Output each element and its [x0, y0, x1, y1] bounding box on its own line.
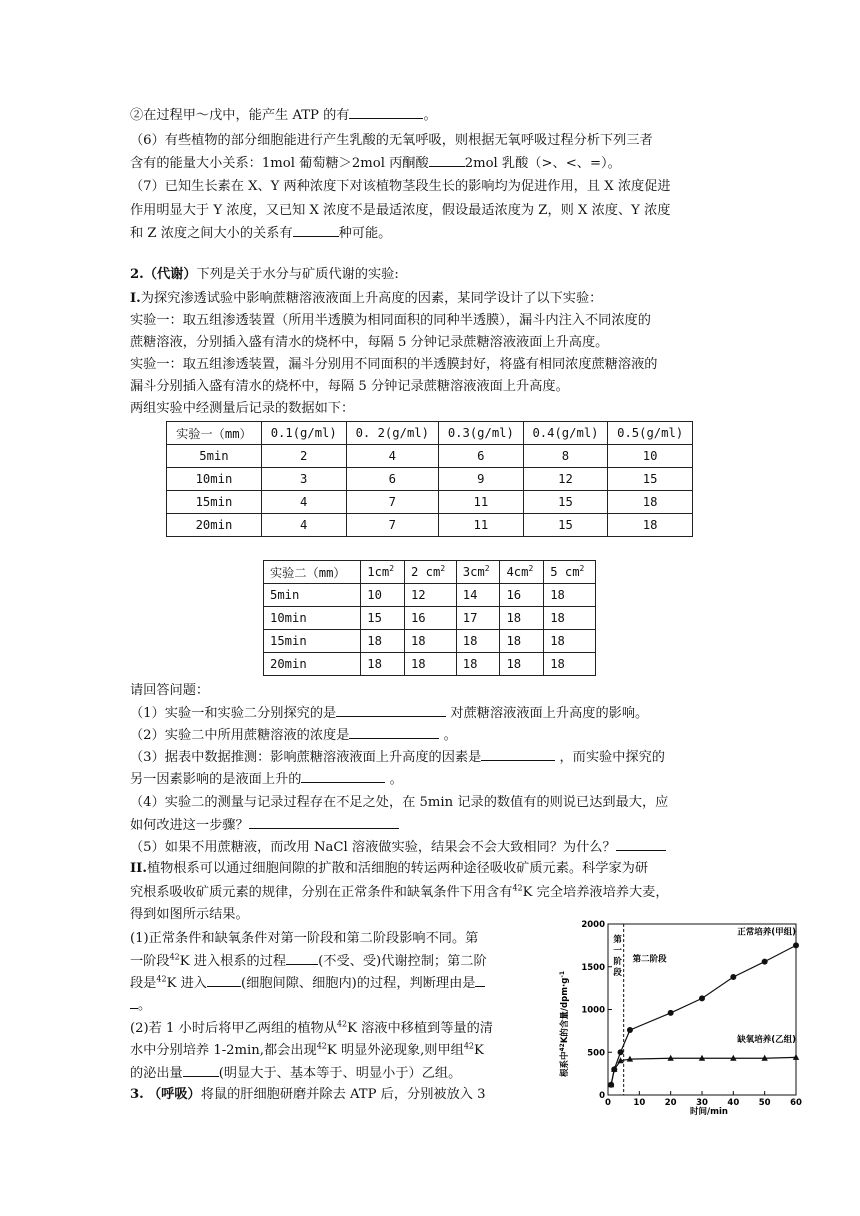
- table-header-row: [264, 561, 596, 584]
- text: ，而实验中探究的: [559, 750, 665, 765]
- chart-marks: [608, 926, 799, 1087]
- text: 和 Z 浓度之间大小的关系有: [130, 226, 293, 241]
- text: 另一因素影响的是液面上升的: [130, 772, 302, 787]
- table-cell: 7: [346, 491, 438, 514]
- data-point: [627, 1027, 633, 1033]
- x-axis-label: 时间/min: [690, 1107, 728, 1116]
- part-II-q1-cont2: [130, 972, 485, 995]
- table-cell: 18: [456, 630, 500, 653]
- y-tick-label: 2000: [581, 920, 605, 930]
- x-tick-label: 60: [790, 1098, 802, 1108]
- text: 含有的能量大小关系：1mol 葡萄糖＞2mol 丙酮酸: [130, 156, 429, 171]
- table-cell: 17: [456, 607, 500, 630]
- table-cell: 10: [361, 584, 405, 607]
- experiment-1-text: 实验一：取五组渗透装置（所用半透膜为相同面积的同种半透膜），漏斗内注入不同浓度的: [130, 313, 651, 328]
- text: K 明显外泌现象,则甲组: [326, 1043, 464, 1058]
- table-row: [167, 445, 693, 468]
- table-cell: 5min: [264, 584, 361, 607]
- table-cell: 20min: [167, 514, 262, 537]
- series-label: 正常培养(甲组): [737, 927, 796, 938]
- text: K 进入: [166, 976, 207, 991]
- table-cell: 10min: [264, 607, 361, 630]
- y-axis-label: 根系中$^{42}$K的含量$/dpm\cdot g^{-1}$: [559, 970, 570, 1078]
- table-header-cell: 实验一（mm）: [167, 422, 262, 445]
- table-cell: 12: [523, 468, 608, 491]
- table-header-cell: $1cm^2$: [361, 561, 405, 584]
- table-header-cell: 0.1(g/ml): [261, 422, 346, 445]
- answer-blank[interactable]: [130, 994, 138, 1009]
- answer-blank[interactable]: [293, 222, 339, 237]
- text: （3）据表中数据推测：影响蔗糖溶液液面上升高度的因素是: [130, 750, 482, 765]
- table-row: [264, 584, 596, 607]
- y-tick-label: 0: [599, 1091, 605, 1101]
- x-tick-label: 0: [605, 1098, 611, 1108]
- stage-2-label: 第二阶段: [632, 954, 667, 965]
- isotope-superscript: 42: [169, 952, 180, 962]
- table-cell: 18: [544, 584, 596, 607]
- line-q6: （6）有些植物的部分细胞能进行产生乳酸的无氧呼吸，则根据无氧呼吸过程分析下列三者: [130, 133, 653, 148]
- table-cell: 15: [523, 514, 608, 537]
- text: (细胞间隙、细胞内)的过程，判断理由是: [240, 976, 476, 991]
- x-tick-label: 20: [664, 1098, 677, 1108]
- table-header-cell: 2 $cm^2$: [404, 561, 456, 584]
- isotope-superscript: 42: [156, 974, 167, 984]
- question-3-heading: [130, 1084, 486, 1106]
- table-cell: 2: [261, 445, 346, 468]
- table-header-cell: 实验二（mm）: [264, 561, 361, 584]
- table-header-cell: $3cm^2$: [456, 561, 500, 584]
- part-number: II.: [130, 861, 147, 876]
- table-cell: 15: [361, 607, 405, 630]
- table-cell: 18: [361, 653, 405, 676]
- answer-blank[interactable]: [349, 104, 423, 119]
- answer-blank[interactable]: [301, 768, 385, 783]
- table-cell: 14: [456, 584, 500, 607]
- table-row: [264, 630, 596, 653]
- experiment-1-text-cont: 蔗糖溶液，分别插入盛有清水的烧杯中，每隔 5 分钟记录蔗糖溶液液面上升高度。: [130, 335, 609, 350]
- data-point: [699, 995, 705, 1001]
- part-II-text: [130, 882, 669, 904]
- isotope-superscript: 42: [512, 883, 523, 893]
- text: 为探究渗透试验中影响蔗糖溶液液面上升高度的因素，某同学设计了以下实验：: [140, 291, 603, 306]
- table-cell: 10: [608, 445, 693, 468]
- y-tick-label: 1500: [581, 962, 605, 973]
- text: 究根系吸收矿质元素的规律，分别在正常条件和缺氧条件下用含有: [130, 885, 513, 900]
- data-point: [793, 942, 799, 948]
- table-cell: 18: [500, 630, 544, 653]
- text: （1）实验一和实验二分别探究的是: [130, 706, 337, 721]
- part-II-q1: (1)正常条件和缺氧条件对第一阶段和第二阶段影响不同。第: [130, 931, 479, 946]
- table-header-cell: 5 $cm^2$: [544, 561, 596, 584]
- table-cell: 20min: [264, 653, 361, 676]
- table-cell: 15min: [264, 630, 361, 653]
- answer-blank[interactable]: [286, 950, 318, 965]
- text: 种可能。: [338, 226, 392, 241]
- text: （5）如果不用蔗糖液，而改用 NaCl 溶液做实验，结果会不会大致相同？为什么？: [130, 840, 616, 855]
- table-header-cell: 0.4(g/ml): [523, 422, 608, 445]
- table-cell: 15: [608, 468, 693, 491]
- table-row: [167, 491, 693, 514]
- table-cell: 18: [456, 653, 500, 676]
- text: 的泌出量: [130, 1066, 183, 1081]
- data-point: [618, 1049, 624, 1055]
- chart-axes: [581, 920, 802, 1108]
- answer-blank[interactable]: [616, 836, 666, 851]
- text: (2)若 1 小时后将甲乙两组的植物从: [130, 1021, 337, 1036]
- text: ②在过程甲～戊中，能产生 ATP 的有: [130, 108, 350, 123]
- y-tick-label: 500: [587, 1048, 605, 1059]
- answer-blank[interactable]: [349, 724, 439, 739]
- text: K 完全培养液培养大麦，: [522, 885, 669, 900]
- answer-blank[interactable]: [475, 972, 485, 987]
- text: K 溶液中移植到等量的清: [347, 1021, 493, 1036]
- line-q7-cont2: [130, 222, 391, 245]
- table-cell: 18: [544, 607, 596, 630]
- table-cell: 18: [544, 653, 596, 676]
- table-cell: 4: [346, 445, 438, 468]
- question-number: 2.（代谢）: [130, 267, 197, 282]
- table-cell: 6: [439, 445, 524, 468]
- line-atp: [130, 104, 437, 127]
- sub-question-4-cont: [130, 814, 399, 837]
- line-q7-cont: 作用明显大于 Y 浓度，又已知 X 浓度不是最适浓度，假设最适浓度为 Z，则 X 浓度、Y 浓度: [130, 203, 671, 218]
- sub-question-4: （4）实验二的测量与记录过程存在不足之处，在 5min 记录的数值有的则说已达到最大，应: [130, 795, 669, 810]
- part-II-heading: [130, 858, 648, 880]
- part-II-text-cont: 得到如图所示结果。: [130, 907, 249, 922]
- text: 段是: [130, 976, 157, 991]
- answer-blank[interactable]: [481, 746, 555, 761]
- part-II-q1-cont3: [130, 994, 151, 1017]
- question-number: 3.: [130, 1087, 144, 1102]
- plot-frame: [608, 924, 796, 1095]
- answer-blank[interactable]: [207, 972, 241, 987]
- x-tick-label: 30: [696, 1098, 708, 1108]
- table-cell: 4: [261, 491, 346, 514]
- sub-question-3: [130, 746, 665, 769]
- text: 对蔗糖溶液液面上升高度的影响。: [450, 706, 649, 721]
- answer-blank[interactable]: [249, 814, 399, 829]
- table-cell: 5min: [167, 445, 262, 468]
- text: (不受、受)代谢控制；第二阶: [318, 954, 487, 969]
- table-row: [264, 653, 596, 676]
- table-cell: 15min: [167, 491, 262, 514]
- text: 将鼠的肝细胞研磨并除去 ATP 后，分别被放入 3: [200, 1087, 486, 1102]
- answer-blank[interactable]: [336, 702, 446, 717]
- text: (明显大于、基本等于、明显小于）乙组。: [218, 1066, 462, 1081]
- text: 2mol 乳酸（>、<、=）。: [464, 156, 621, 171]
- data-point: [668, 1010, 674, 1016]
- experiment-2-table: [263, 560, 596, 676]
- text: 。: [423, 108, 437, 123]
- experiment-2-text-cont: 漏斗分别插入盛有清水的烧杯中，每隔 5 分钟记录蔗糖溶液液面上升高度。: [130, 379, 569, 394]
- data-point: [762, 959, 768, 965]
- table-cell: 6: [346, 468, 438, 491]
- sub-question-2: [130, 724, 457, 747]
- table-row: [167, 514, 693, 537]
- part-II-q2-cont2: [130, 1062, 461, 1085]
- table-cell: 9: [439, 468, 524, 491]
- table-cell: 11: [439, 491, 524, 514]
- table-cell: 18: [361, 630, 405, 653]
- table-header-row: [167, 422, 693, 445]
- table-cell: 16: [404, 607, 456, 630]
- text: 下列是关于水分与矿质代谢的实验:: [196, 267, 399, 282]
- part-II-q1-cont: [130, 950, 487, 973]
- question-2-heading: [130, 264, 399, 286]
- line-q7: （7）已知生长素在 X、Y 两种浓度下对该植物茎段生长的影响均为促进作用，且 X 浓度促进: [130, 179, 671, 194]
- table-row: [167, 468, 693, 491]
- table-cell: 12: [404, 584, 456, 607]
- text: 如何改进这一步骤？: [130, 818, 249, 833]
- question-tag: （呼吸）: [147, 1087, 201, 1102]
- table-header-cell: 0.3(g/ml): [439, 422, 524, 445]
- sub-question-5: [130, 836, 666, 859]
- text: 。: [443, 728, 457, 743]
- isotope-superscript: 42: [463, 1041, 475, 1051]
- part-II-q2-cont: [130, 1040, 484, 1062]
- table-cell: 16: [500, 584, 544, 607]
- answer-blank[interactable]: [183, 1062, 219, 1077]
- part-II-q2: [130, 1018, 493, 1040]
- isotope-superscript: 42: [316, 1041, 327, 1051]
- text: K: [474, 1043, 484, 1058]
- table-cell: 18: [404, 653, 456, 676]
- table-cell: 15: [523, 491, 608, 514]
- stage-1-label: 第一阶段: [613, 935, 622, 978]
- table-cell: 18: [544, 630, 596, 653]
- part-I-heading: [130, 288, 602, 310]
- x-tick-label: 50: [758, 1098, 771, 1108]
- text: K 进入根系的过程: [179, 954, 287, 969]
- y-tick-label: 1000: [581, 1005, 605, 1016]
- text: 。: [389, 772, 403, 787]
- isotope-superscript: 42: [336, 1019, 348, 1029]
- x-tick-label: 40: [727, 1098, 740, 1108]
- table-header-cell: 0.5(g/ml): [608, 422, 693, 445]
- line-q6-cont: [130, 152, 621, 175]
- text: （2）实验二中所用蔗糖溶液的浓度是: [130, 728, 350, 743]
- answer-blank[interactable]: [429, 152, 465, 167]
- table-row: [264, 607, 596, 630]
- table-header-cell: 0. 2(g/ml): [346, 422, 438, 445]
- text: 。: [138, 998, 152, 1013]
- text: 植物根系可以通过细胞间隙的扩散和活细胞的转运两种途径吸收矿质元素。科学家为研: [146, 861, 649, 876]
- table-cell: 18: [608, 514, 693, 537]
- table-cell: 18: [404, 630, 456, 653]
- table-header-cell: $4cm^2$: [500, 561, 544, 584]
- table-cell: 7: [346, 514, 438, 537]
- table-cell: 18: [608, 491, 693, 514]
- text: 一阶段: [130, 954, 170, 969]
- experiment-2-text: 实验一：取五组渗透装置，漏斗分别用不同面积的半透膜封好，将盛有相同浓度蔗糖溶液的: [130, 357, 658, 372]
- text: 水中分别培养 1-2min,都会出现: [130, 1043, 317, 1058]
- sub-question-3-cont: [130, 768, 403, 791]
- prompt-answer: 请回答问题：: [130, 683, 210, 698]
- table-cell: 10min: [167, 468, 262, 491]
- table-cell: 3: [261, 468, 346, 491]
- table-cell: 18: [500, 653, 544, 676]
- table-cell: 4: [261, 514, 346, 537]
- series-label: 缺氧培养(乙组): [737, 1034, 796, 1045]
- data-point: [730, 974, 736, 980]
- table-cell: 8: [523, 445, 608, 468]
- part-number: I.: [130, 291, 141, 306]
- table-cell: 18: [500, 607, 544, 630]
- series-line: [611, 1057, 796, 1084]
- experiment-1-table: [166, 421, 693, 537]
- sub-question-1: [130, 702, 648, 725]
- x-tick-label: 10: [633, 1098, 646, 1108]
- table-cell: 11: [439, 514, 524, 537]
- data-intro: 两组实验中经测量后记录的数据如下：: [130, 401, 355, 416]
- k42-uptake-chart: [558, 916, 804, 1116]
- series-line: [611, 945, 796, 1084]
